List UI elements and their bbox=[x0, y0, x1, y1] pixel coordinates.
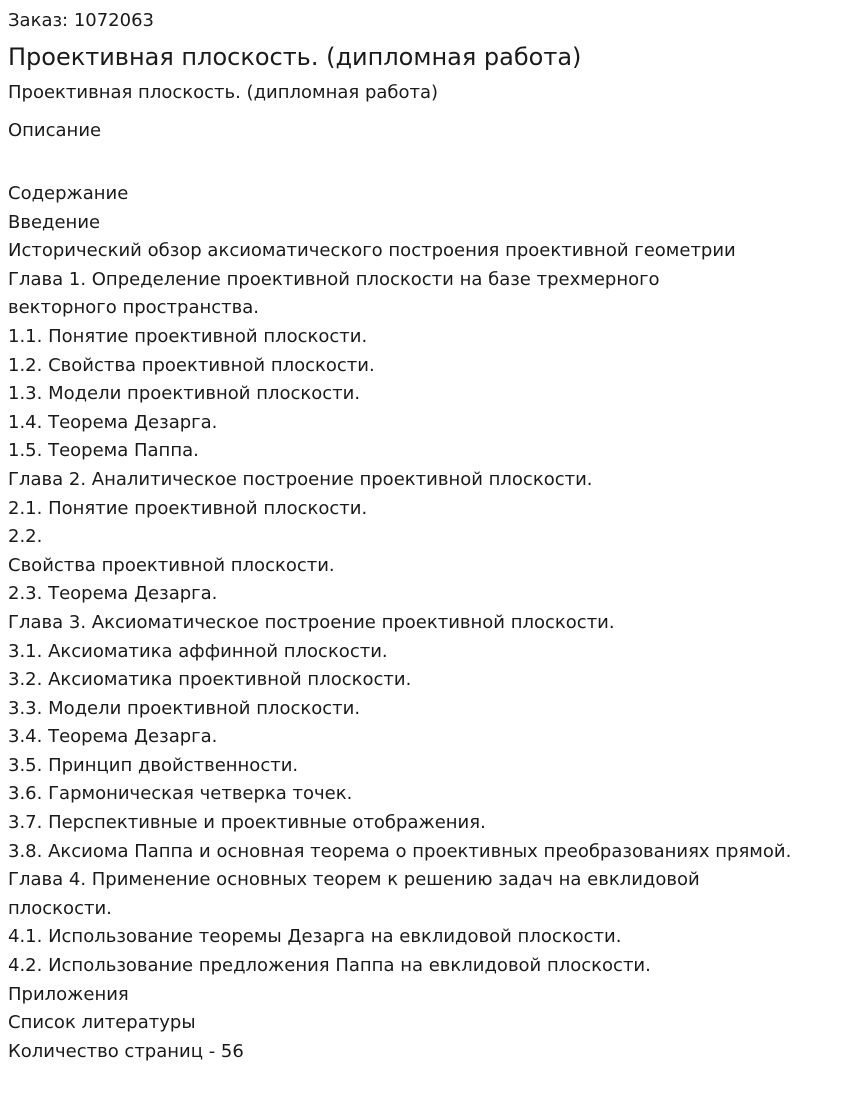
toc-line: Глава 2. Аналитическое построение проективной плоскости. bbox=[8, 468, 593, 490]
toc-line: Введение bbox=[8, 211, 101, 233]
page-title: Проективная плоскость. (дипломная работа) bbox=[8, 43, 582, 71]
toc-line: Глава 3. Аксиоматическое построение проективной плоскости. bbox=[8, 611, 615, 633]
toc-line: Глава 1. Определение проективной плоскости на базе трехмерного bbox=[8, 268, 660, 290]
toc-line: 2.3. Теорема Дезарга. bbox=[8, 583, 218, 605]
toc-line: 3.2. Аксиоматика проективной плоскости. bbox=[8, 669, 412, 691]
toc-line: Приложения bbox=[8, 983, 129, 1005]
toc-line: 1.1. Понятие проективной плоскости. bbox=[8, 325, 368, 347]
toc-line: Содержание bbox=[8, 183, 129, 204]
description-heading: Описание bbox=[8, 120, 102, 141]
toc-line: 3.4. Теорема Дезарга. bbox=[8, 726, 218, 748]
toc-line: 3.6. Гармоническая четверка точек. bbox=[8, 783, 353, 805]
toc-line: Исторический обзор аксиоматического построения проективной геометрии bbox=[8, 240, 736, 262]
toc-line: 3.3. Модели проективной плоскости. bbox=[8, 697, 361, 719]
toc-line: 1.4. Теорема Дезарга. bbox=[8, 411, 218, 433]
toc-line: 3.7. Перспективные и проективные отображения. bbox=[8, 812, 486, 834]
toc-line: Список литературы bbox=[8, 1012, 196, 1034]
order-number: Заказ: 1072063 bbox=[8, 10, 154, 31]
table-of-contents bbox=[8, 180, 839, 1066]
toc-line: 3.8. Аксиома Паппа и основная теорема о проективных преобразованиях прямой. bbox=[8, 840, 792, 862]
toc-line: 1.3. Модели проективной плоскости. bbox=[8, 383, 361, 405]
toc-line: Количество страниц - 56 bbox=[8, 1040, 244, 1062]
toc-line: Свойства проективной плоскости. bbox=[8, 554, 335, 576]
toc-line: 1.2. Свойства проективной плоскости. bbox=[8, 354, 375, 376]
toc-line: 3.1. Аксиоматика аффинной плоскости. bbox=[8, 640, 388, 662]
toc-line: 4.1. Использование теоремы Дезарга на евклидовой плоскости. bbox=[8, 926, 622, 948]
page-subtitle: Проективная плоскость. (дипломная работа) bbox=[8, 82, 439, 103]
toc-line: 1.5. Теорема Паппа. bbox=[8, 440, 199, 462]
toc-line: плоскости. bbox=[8, 897, 112, 919]
toc-line: 2.1. Понятие проективной плоскости. bbox=[8, 497, 368, 519]
toc-line: Глава 4. Применение основных теорем к решению задач на евклидовой bbox=[8, 869, 700, 891]
toc-line: 3.5. Принцип двойственности. bbox=[8, 754, 299, 776]
toc-line: векторного пространства. bbox=[8, 297, 260, 319]
toc-line: 4.2. Использование предложения Паппа на евклидовой плоскости. bbox=[8, 955, 651, 977]
toc-line: 2.2. bbox=[8, 526, 43, 548]
